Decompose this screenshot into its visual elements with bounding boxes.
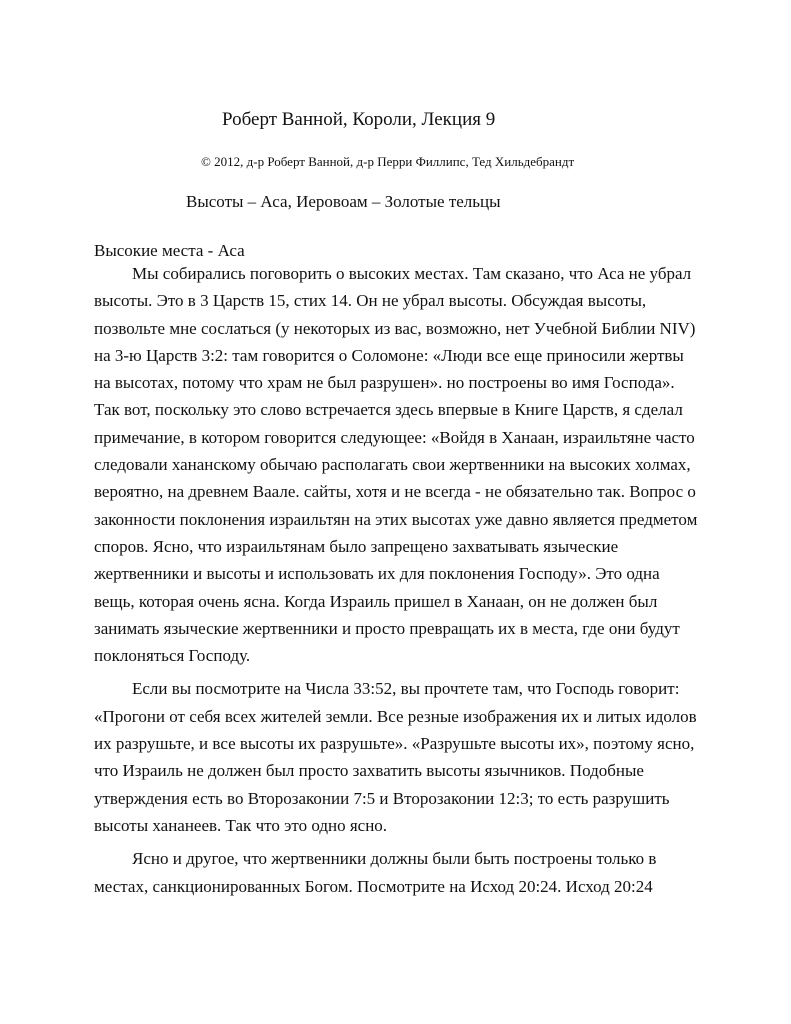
text-line: их разрушьте, и все высоты их разрушьте». «Разрушьте высоты их», поэтому ясно, [94,734,695,754]
text-line: местах, санкционированных Богом. Посмотрите на Исход 20:24. Исход 20:24 [94,876,653,896]
section-heading: Высокие места - Аса [94,241,245,260]
text-line: вещь, которая очень ясна. Когда Израиль пришел в Ханаан, он не должен был [94,591,658,611]
text-line: законности поклонения израильтян на этих высотах уже давно является предметом [94,509,698,529]
text-line: позвольте мне сослаться (у некоторых из вас, возможно, нет Учебной Библии NIV) [94,318,696,338]
text-line: Так вот, поскольку это слово встречается здесь впервые в Книге Царств, я сделал [94,400,683,420]
text-line: Ясно и другое, что жертвенники должны были быть построены только в [132,849,657,869]
text-line: на 3-ю Царств 3:2: там говорится о Соломоне: «Люди все еще приносили жертвы [94,345,684,365]
text-line: Если вы посмотрите на Числа 33:52, вы прочтете там, что Господь говорит: [132,679,680,699]
text-line: споров. Ясно, что израильтянам было запрещено захватывать языческие [94,536,619,556]
lecture-subtitle: Высоты – Аса, Иеровоам – Золотые тельцы [186,192,501,211]
text-line: высоты. Это в 3 Царств 15, стих 14. Он не убрал высоты. Обсуждая высоты, [94,291,647,311]
text-line: высоты хананеев. Так что это одно ясно. [94,815,388,835]
text-line: утверждения есть во Второзаконии 7:5 и Второзаконии 12:3; то есть разрушить [94,788,670,808]
text-line: «Прогони от себя всех жителей земли. Все резные изображения их и литых идолов [94,706,697,726]
text-line: что Израиль не должен был просто захватить высоты язычников. Подобные [94,761,644,781]
document-title: Роберт Ванной, Короли, Лекция 9 [222,109,496,130]
paragraph [94,675,708,839]
text-line: вероятно, на древнем Ваале. сайты, хотя и не всегда - не обязательно так. Вопрос о [94,482,696,502]
text-line: жертвенники и высоты и использовать их для поклонения Господу». Это одна [94,564,660,584]
paragraph [94,845,708,900]
text-line: на высотах, потому что храм не был разрушен». но построены во имя Господа». [94,373,675,393]
text-line: Мы собирались поговорить о высоких местах. Там сказано, что Аса не убрал [132,264,692,283]
text-line: поклоняться Господу. [94,646,251,666]
text-line: примечание, в котором говорится следующее: «Войдя в Ханаан, израильтяне часто [94,427,695,447]
paragraph [94,260,708,669]
copyright-line: © 2012, д-р Роберт Ванной, д-р Перри Филлипс, Тед Хильдебрандт [201,154,575,169]
text-line: следовали хананскому обычаю располагать свои жертвенники на высоких холмах, [94,455,691,475]
text-line: занимать языческие жертвенники и просто превращать их в места, где они будут [94,618,680,638]
document-body [94,260,708,900]
